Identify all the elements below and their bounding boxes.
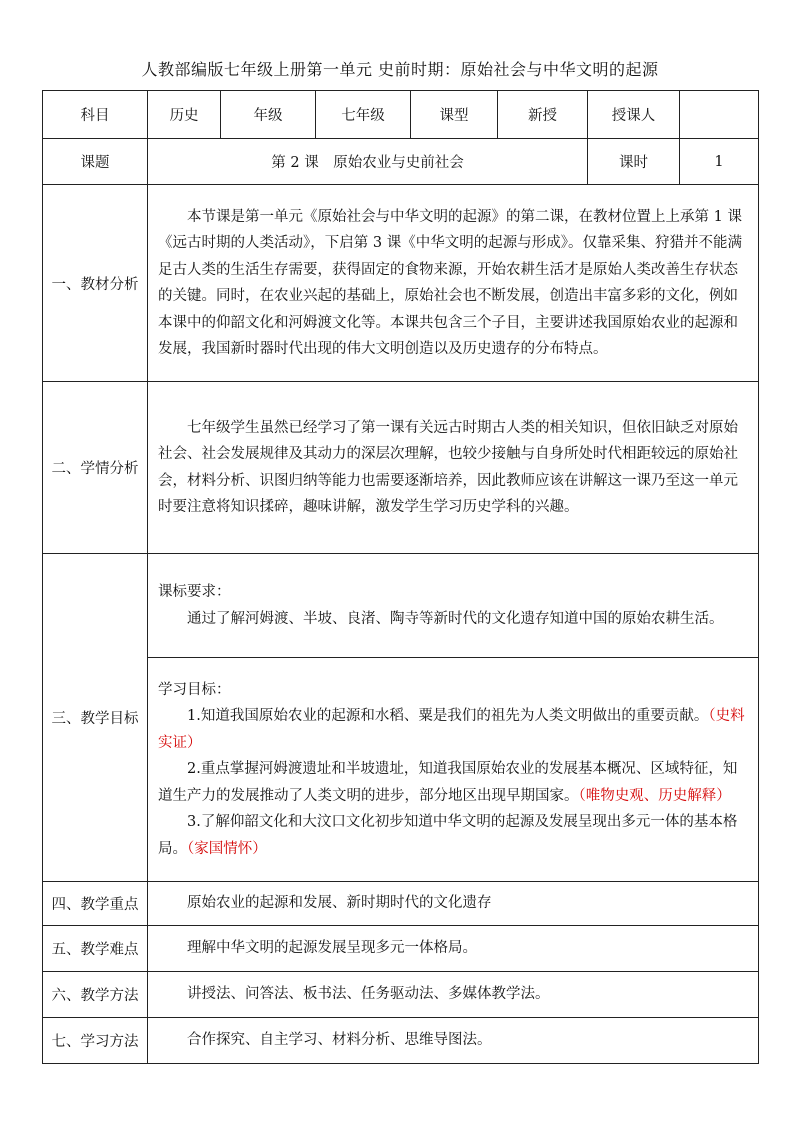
section4-text: 原始农业的起源和发展、新时期时代的文化遗存 [187,895,492,912]
hours-label: 课时 [588,139,680,185]
section4-body [148,882,759,926]
lesson-plan-table [42,90,759,1064]
section2-text: 七年级学生虽然已经学习了第一课有关远古时期古人类的相关知识，但依旧缺乏对原始社会、社会发展规律及其动力的深层次理解，也较少接触与自身所处时代相距较远的原始社会，材料分析、识图归纳等能力也需要逐渐培养，因此教师应该在讲解这一课乃至这一单元时要注意将知识揉碎，趣味讲解，激发学生学习历史学科的兴趣。 [158,419,738,515]
grade-value: 七年级 [316,91,411,139]
goal-3-tag: （家国情怀） [187,840,267,857]
standard-heading: 课标要求： [158,584,231,600]
hours-value: 1 [680,139,759,185]
table-row-meta [43,91,759,139]
table-row-section4 [43,882,759,926]
table-row-section7 [43,1018,759,1064]
section7-text: 合作探究、自主学习、材料分析、思维导图法。 [187,1032,492,1049]
section2-label: 二、学情分析 [43,382,148,554]
type-label: 课型 [411,91,498,139]
type-value: 新授 [498,91,588,139]
section5-text: 理解中华文明的起源发展呈现多元一体格局。 [187,940,477,957]
section7-body [148,1018,759,1064]
table-row-topic [43,139,759,185]
table-row-section6 [43,972,759,1018]
subject-value: 历史 [148,91,221,139]
goal-3-text: 3.了解仰韶文化和大汶口文化初步知道中华文明的起源及发展呈现出多元一体的基本格局。 [158,814,738,857]
table-row-section2 [43,382,759,554]
goal-1-text: 1.知道我国原始农业的起源和水稻、粟是我们的祖先为人类文明做出的重要贡献。 [187,708,709,725]
teacher-value [680,91,759,139]
goal-item-3 [158,809,748,862]
standard-text: 通过了解河姆渡、半坡、良渚、陶寺等新时代的文化遗存知道中国的原始农耕生活。 [187,610,724,627]
table-row-section1 [43,185,759,382]
table-row-section5 [43,926,759,972]
section1-label: 一、教材分析 [43,185,148,382]
section1-text: 本节课是第一单元《原始社会与中华文明的起源》的第二课，在教材位置上上承第 1 课《远古时期的人类活动》，下启第 3 课《中华文明的起源与形成》。仅靠采集、狩猎并不能满足古人类的生活生存需要，获得固定的食物来源，开始农耕生活才是原始人类改善生存状态的关键。同时，在农业兴起的基础上，原始社会也不断发展，创造出丰富多彩的文化，例如本课中的仰韶文化和河姆渡文化等。本课共包含三个子目，主要讲述我国原始农业的起源和发展，我国新时器时代出现的伟大文明创造以及历史遗存的分布特点。 [158,208,742,357]
section5-label: 五、教学难点 [43,926,148,972]
goal-item-2 [158,756,748,809]
goal-2-tag: （唯物史观、历史解释） [578,787,731,804]
section2-body [148,382,759,554]
topic-label: 课题 [43,139,148,185]
section6-text: 讲授法、问答法、板书法、任务驱动法、多媒体教学法。 [187,986,550,1003]
page-title: 人教部编版七年级上册第一单元 史前时期：原始社会与中华文明的起源 [141,60,659,79]
section4-label: 四、教学重点 [43,882,148,926]
grade-label: 年级 [221,91,316,139]
goal-item-1 [158,703,748,756]
section6-body [148,972,759,1018]
subject-label: 科目 [43,91,148,139]
section7-label: 七、学习方法 [43,1018,148,1064]
section3-standard-body [148,554,759,658]
section1-body [148,185,759,382]
teacher-label: 授课人 [588,91,680,139]
section3-goals-body [148,658,759,882]
goal-1-tag: （史料实证） [158,708,745,751]
section3-label: 三、教学目标 [43,554,148,882]
table-row-section3-standard [43,554,759,658]
topic-value: 第 2 课 原始农业与史前社会 [148,139,588,185]
section6-label: 六、教学方法 [43,972,148,1018]
goals-heading: 学习目标： [158,681,231,698]
section5-body [148,926,759,972]
table-row-section3-goals [43,658,759,882]
goal-2-text: 2.重点掌握河姆渡遗址和半坡遗址，知道我国原始农业的发展基本概况、区域特征，知道生产力的发展推动了人类文明的进步，部分地区出现早期国家。 [158,761,738,804]
